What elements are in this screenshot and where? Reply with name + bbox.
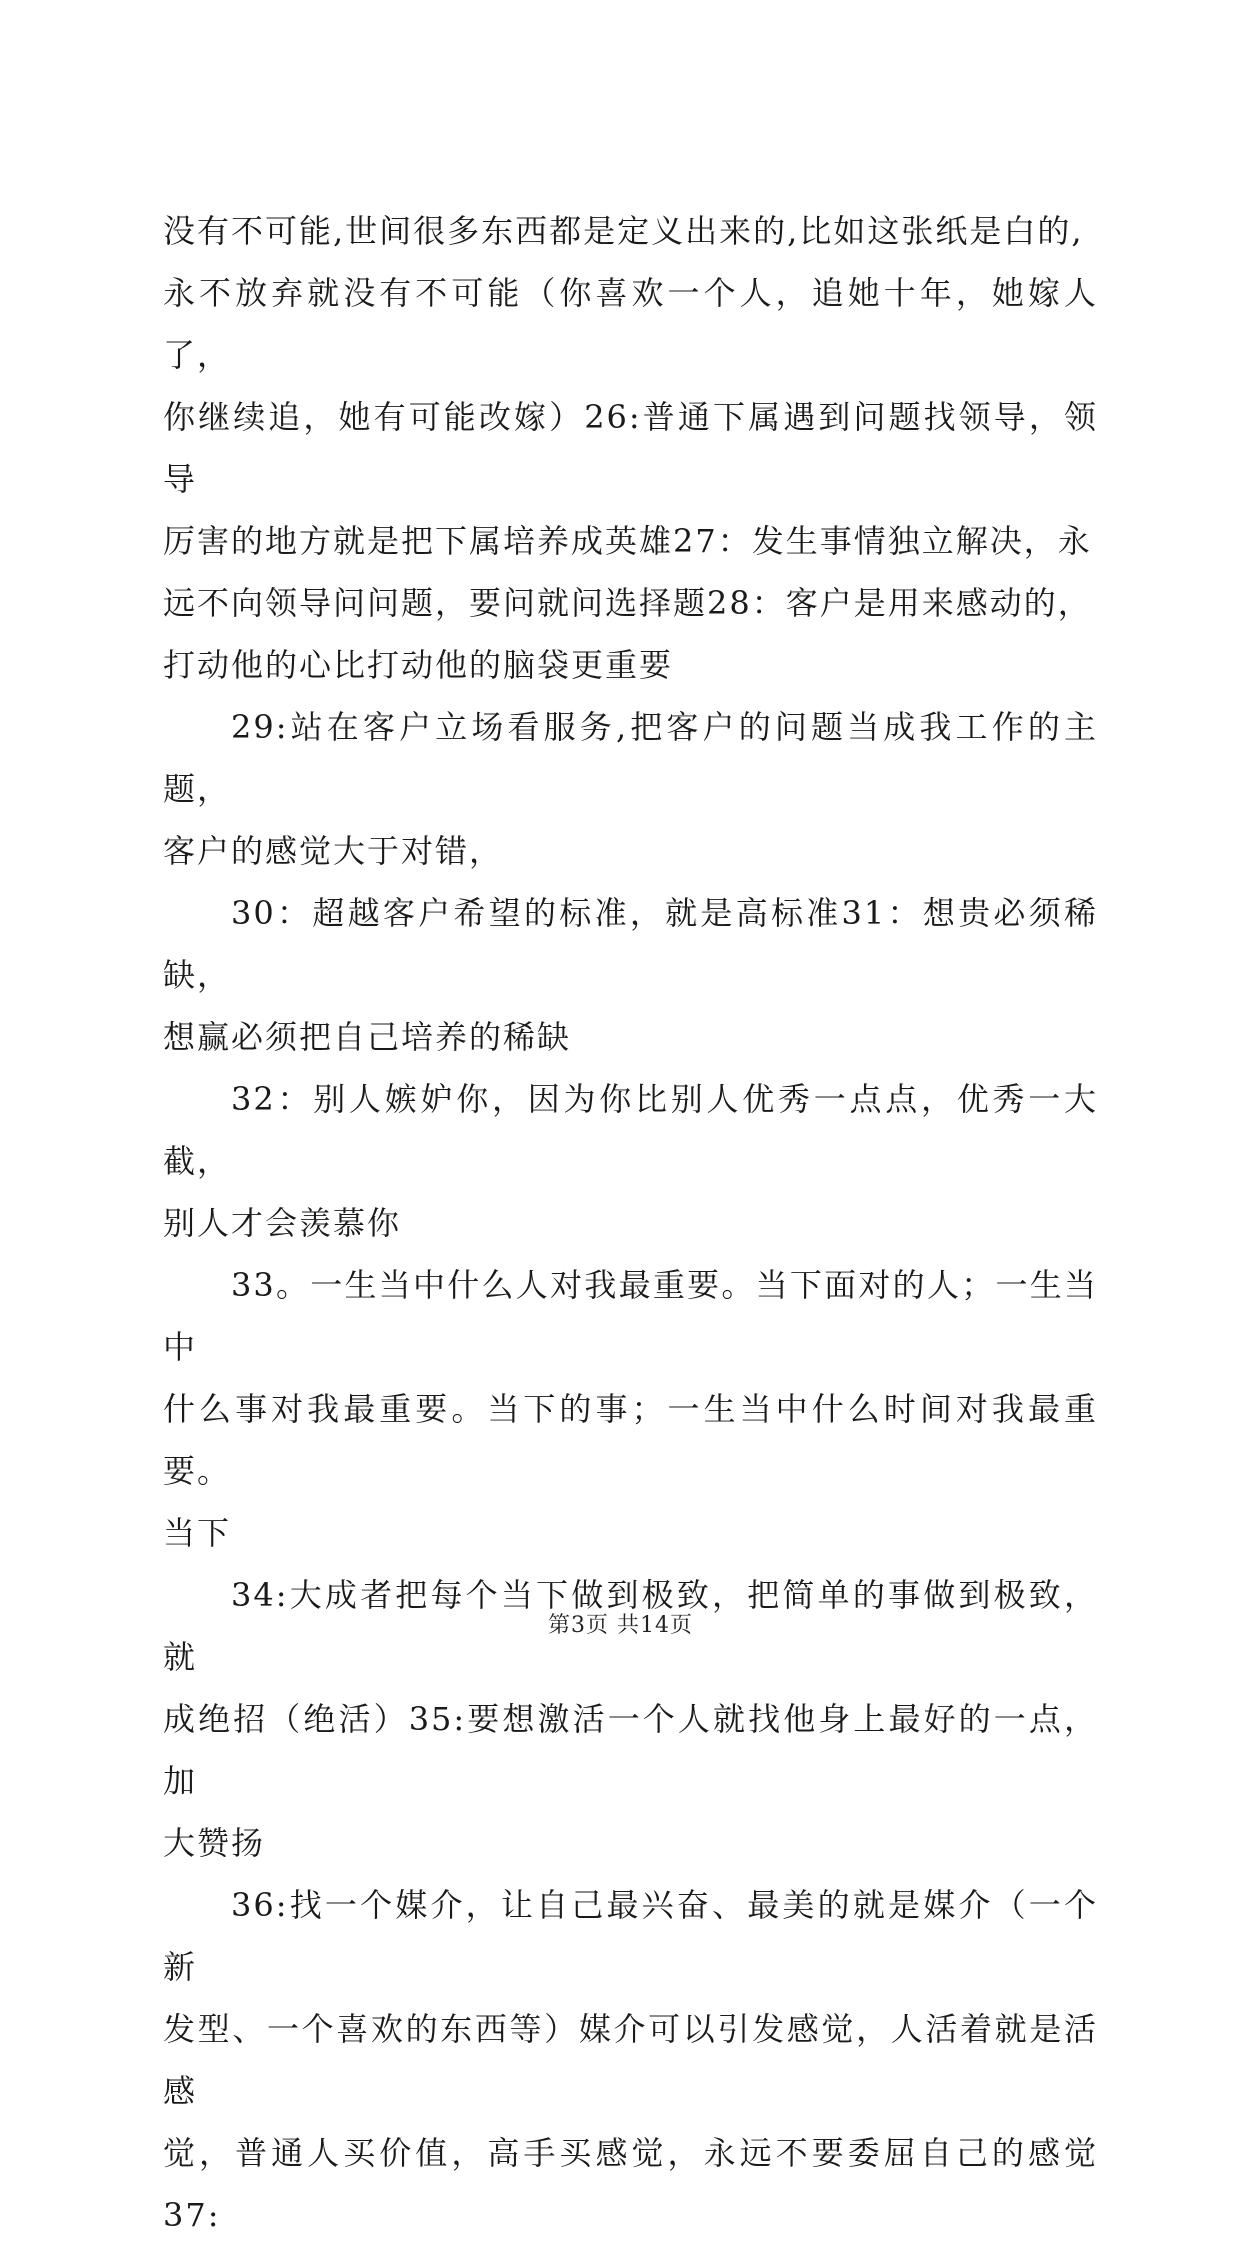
text-line: 29:站在客户立场看服务,把客户的问题当成我工作的主题， (163, 708, 1098, 808)
text-line: 成绝招（绝活）35:要想激活一个人就找他身上最好的一点，加 (163, 1700, 1098, 1800)
text-line: 永不放弃就没有不可能（你喜欢一个人，追她十年，她嫁人了， (163, 274, 1098, 374)
text-line: 远不向领导问问题，要问就问选择题28：客户是用来感动的， (163, 584, 1092, 622)
text-line: 打动他的心比打动他的脑袋更重要 (163, 646, 674, 684)
text-line: 32：别人嫉妒你，因为你比别人优秀一点点，优秀一大截， (163, 1080, 1098, 1180)
paragraph-4 (163, 1068, 1098, 1254)
paragraph-2 (163, 696, 1098, 882)
text-line: 30：超越客户希望的标准，就是高标准31：想贵必须稀缺， (163, 894, 1098, 994)
text-line: 别人才会羡慕你 (163, 1204, 402, 1242)
text-line: 客户的感觉大于对错， (163, 832, 504, 870)
paragraph-3 (163, 882, 1098, 1068)
text-line: 你继续追，她有可能改嫁）26:普通下属遇到问题找领导，领导 (163, 398, 1098, 498)
paragraph-5 (163, 1254, 1098, 1564)
text-line: 大赞扬 (163, 1824, 266, 1862)
document-body (163, 200, 1098, 2246)
text-line: 觉，普通人买价值，高手买感觉，永远不要委屈自己的感觉37: (163, 2134, 1098, 2234)
paragraph-7 (163, 1874, 1098, 2246)
text-line: 想赢必须把自己培养的稀缺 (163, 1018, 572, 1056)
text-line: 34:大成者把每个当下做到极致，把简单的事做到极致，就 (163, 1576, 1098, 1676)
text-line: 什么事对我最重要。当下的事；一生当中什么时间对我最重要。 (163, 1390, 1098, 1490)
text-line: 当下 (163, 1514, 232, 1552)
text-line: 厉害的地方就是把下属培养成英雄27：发生事情独立解决，永 (163, 522, 1092, 560)
text-line: 没有不可能,世间很多东西都是定义出来的,比如这张纸是白的, (163, 212, 1084, 250)
paragraph-1 (163, 200, 1098, 696)
page-number-footer: 第3页 共14页 (548, 1613, 693, 1638)
text-line: 33。一生当中什么人对我最重要。当下面对的人；一生当中 (163, 1266, 1098, 1366)
text-line: 发型、一个喜欢的东西等）媒介可以引发感觉，人活着就是活感 (163, 2010, 1098, 2110)
text-line: 36:找一个媒介，让自己最兴奋、最美的就是媒介（一个新 (163, 1886, 1098, 1986)
